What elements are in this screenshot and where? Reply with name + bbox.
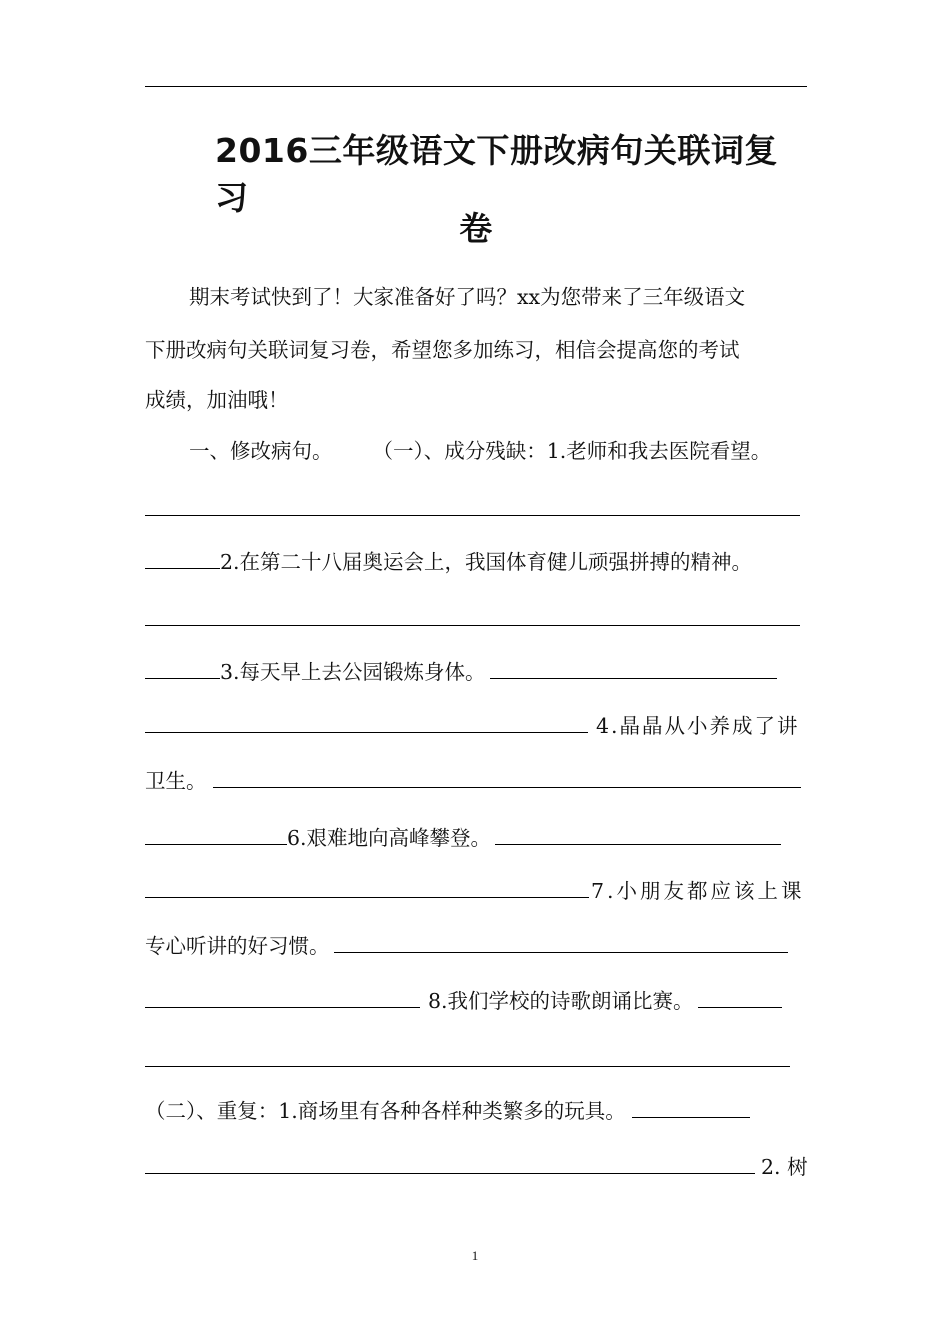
intro-text-1: 期末考试快到了！大家准备好了吗？xx为您带来了三年级语文 xyxy=(189,285,746,309)
answer-blank-1 xyxy=(145,515,800,516)
answer-blank-s2-1-start xyxy=(632,1090,750,1118)
intro-text-3: 成绩，加油哦！ xyxy=(145,388,289,412)
section2-subheading: （二）、重复： xyxy=(145,1099,279,1123)
answer-blank-8-start xyxy=(698,980,782,1008)
document-title-line2: 卷 xyxy=(459,209,493,248)
question-8-line xyxy=(145,980,807,1020)
header-rule xyxy=(145,86,807,87)
question-3: 3.每天早上去公园锻炼身体。 xyxy=(220,660,486,684)
question-2-line xyxy=(145,541,807,581)
question-6-line xyxy=(145,817,807,857)
section1-subheading: （一）、成分残缺： xyxy=(372,439,547,463)
answer-blank-1-end xyxy=(145,541,220,569)
question-6: 6.艰难地向高峰攀登。 xyxy=(287,826,492,850)
question-4-part2: 卫生。 xyxy=(145,769,207,793)
question-8: 8.我们学校的诗歌朗诵比赛。 xyxy=(428,989,694,1013)
section2-question-2: 2. 树 xyxy=(761,1155,808,1179)
question-7-line xyxy=(145,870,807,910)
intro-line-1 xyxy=(145,277,807,317)
page-number: 1 xyxy=(471,1248,479,1263)
answer-blank-4-end xyxy=(145,817,287,845)
answer-blank-7-end xyxy=(145,980,420,1008)
answer-blank-2 xyxy=(145,625,800,626)
answer-blank-3-start xyxy=(490,651,777,679)
question-4-line xyxy=(145,705,807,745)
answer-blank-s2-1-end xyxy=(145,1146,755,1174)
section2-line xyxy=(145,1090,807,1130)
question-3-line xyxy=(145,651,807,691)
question-4-continued-line xyxy=(145,760,807,800)
question-1: 1.老师和我去医院看望。 xyxy=(546,439,772,463)
intro-line-2 xyxy=(145,330,807,370)
answer-blank-4-start xyxy=(213,760,801,788)
section1-heading: 一、修改病句。 xyxy=(189,439,333,463)
section2-question-2-line xyxy=(145,1146,807,1186)
answer-blank-3-end xyxy=(145,705,588,733)
answer-blank-6-end xyxy=(145,870,589,898)
section1-heading-line xyxy=(145,431,825,471)
intro-text-2: 下册改病句关联词复习卷，希望您多加练习，相信会提高您的考试 xyxy=(145,338,740,362)
document-title-line1: 2016三年级语文下册改病句关联词复习 xyxy=(215,131,778,217)
answer-blank-8-end xyxy=(145,1066,790,1067)
question-2: 2.在第二十八届奥运会上，我国体育健儿顽强拼搏的精神。 xyxy=(220,550,753,574)
question-7-continued-line xyxy=(145,925,807,965)
question-4-part1: 4.晶晶从小养成了讲 xyxy=(596,714,800,738)
answer-blank-2-end xyxy=(145,651,220,679)
answer-blank-7-start xyxy=(334,925,788,953)
question-7-part1: 7.小朋友都应该上课 xyxy=(591,879,805,903)
question-7-part2: 专心听讲的好习惯。 xyxy=(145,934,330,958)
answer-blank-6-start xyxy=(495,817,781,845)
section2-question-1: 1.商场里有各种各样种类繁多的玩具。 xyxy=(278,1099,626,1123)
intro-line-3 xyxy=(145,380,807,420)
